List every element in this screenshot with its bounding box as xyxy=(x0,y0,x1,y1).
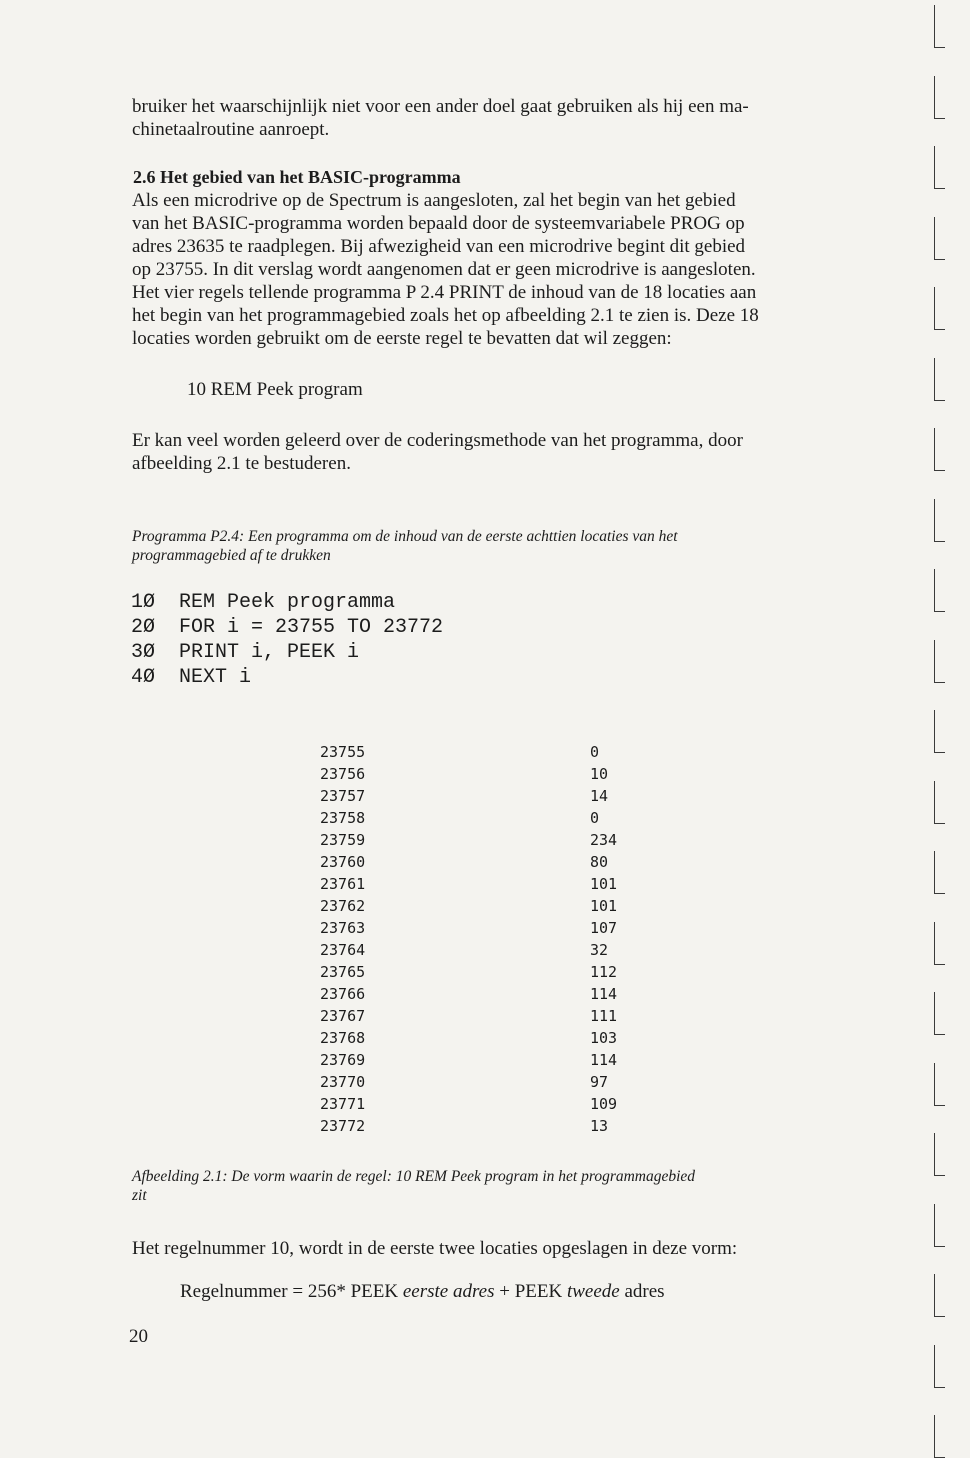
value-cell: 0 xyxy=(590,743,600,761)
text-line: Het regelnummer 10, wordt in de eerste twee locaties opgeslagen in deze vorm: xyxy=(132,1238,738,1259)
value-cell: 112 xyxy=(590,963,618,981)
value-cell: 101 xyxy=(590,875,618,893)
address-cell: 23766 xyxy=(320,985,366,1003)
text-line: Er kan veel worden geleerd over de coderingsmethode van het programma, door xyxy=(132,430,743,451)
program-caption xyxy=(132,527,832,565)
address-cell: 23772 xyxy=(320,1117,366,1135)
edge-mark xyxy=(934,1345,945,1388)
value-cell: 101 xyxy=(590,897,618,915)
text-line: chinetaalroutine aanroept. xyxy=(132,119,330,140)
example-line: 10 REM Peek program xyxy=(187,379,363,400)
edge-mark xyxy=(934,499,945,542)
address-cell: 23756 xyxy=(320,765,366,783)
address-cell: 23759 xyxy=(320,831,366,849)
value-cell: 10 xyxy=(590,765,609,783)
address-cell: 23758 xyxy=(320,809,366,827)
section-heading: 2.6 Het gebied van het BASIC-programma xyxy=(133,167,461,187)
figure-caption xyxy=(132,1167,832,1205)
text-line: Het vier regels tellende programma P 2.4 PRINT de inhoud van de 18 locaties aan xyxy=(132,282,757,303)
value-cell: 114 xyxy=(590,1051,618,1069)
address-cell: 23765 xyxy=(320,963,366,981)
edge-mark xyxy=(934,992,945,1035)
edge-mark xyxy=(934,851,945,894)
study-paragraph xyxy=(132,429,832,475)
edge-mark xyxy=(934,1063,945,1106)
edge-mark xyxy=(934,922,945,965)
edge-mark xyxy=(934,428,945,471)
edge-mark xyxy=(934,640,945,683)
edge-mark xyxy=(934,710,945,753)
section-paragraph xyxy=(132,189,832,350)
value-cell: 109 xyxy=(590,1095,618,1113)
edge-mark xyxy=(934,1415,945,1458)
edge-mark xyxy=(934,1274,945,1317)
edge-mark xyxy=(934,217,945,260)
value-cell: 14 xyxy=(590,787,609,805)
address-cell: 23761 xyxy=(320,875,366,893)
edge-mark xyxy=(934,569,945,612)
edge-mark xyxy=(934,1204,945,1247)
text-line: adres 23635 te raadplegen. Bij afwezigheid van een microdrive begint dit gebied xyxy=(132,236,746,257)
address-cell: 23755 xyxy=(320,743,366,761)
value-cell: 114 xyxy=(590,985,618,1003)
caption-line: Programma P2.4: Een programma om de inhoud van de eerste achttien locaties van het xyxy=(132,528,678,545)
address-cell: 23770 xyxy=(320,1073,366,1091)
address-cell: 23762 xyxy=(320,897,366,915)
text-line: locaties worden gebruikt om de eerste regel te bevatten dat wil zeggen: xyxy=(132,328,672,349)
code-line: 1Ø REM Peek programma xyxy=(131,591,396,614)
intro-paragraph xyxy=(132,95,832,141)
address-cell: 23760 xyxy=(320,853,366,871)
edge-mark xyxy=(934,287,945,330)
value-cell: 103 xyxy=(590,1029,618,1047)
code-line: 4Ø NEXT i xyxy=(131,666,252,689)
edge-mark xyxy=(934,5,945,48)
formula-second: tweede xyxy=(566,1281,620,1302)
value-cell: 80 xyxy=(590,853,609,871)
address-cell: 23764 xyxy=(320,941,366,959)
text-line: op 23755. In dit verslag wordt aangenomen dat er geen microdrive is aangesloten. xyxy=(132,259,756,280)
program-listing xyxy=(131,590,443,690)
caption-line: programmagebied af te drukken xyxy=(132,547,331,564)
text-line: Als een microdrive op de Spectrum is aangesloten, zal het begin van het gebied xyxy=(132,190,736,211)
text-line: het begin van het programmagebied zoals het op afbeelding 2.1 te zien is. Deze 18 xyxy=(132,305,759,326)
edge-mark xyxy=(934,76,945,119)
regel-paragraph xyxy=(132,1237,832,1260)
edge-mark xyxy=(934,358,945,401)
formula-suffix: adres xyxy=(619,1281,665,1302)
formula-prefix: Regelnummer = 256* PEEK xyxy=(180,1281,403,1302)
edge-mark xyxy=(934,781,945,824)
value-cell: 13 xyxy=(590,1117,609,1135)
address-cell: 23757 xyxy=(320,787,366,805)
formula xyxy=(180,1280,665,1303)
value-cell: 107 xyxy=(590,919,618,937)
text-line: bruiker het waarschijnlijk niet voor een ander doel gaat gebruiken als hij een ma- xyxy=(132,96,749,117)
text-line: afbeelding 2.1 te bestuderen. xyxy=(132,453,351,474)
address-cell: 23768 xyxy=(320,1029,366,1047)
address-cell: 23763 xyxy=(320,919,366,937)
value-cell: 111 xyxy=(590,1007,618,1025)
code-line: 2Ø FOR i = 23755 TO 23772 xyxy=(131,616,444,639)
formula-middle: + PEEK xyxy=(494,1281,567,1302)
value-cell: 32 xyxy=(590,941,609,959)
caption-line: zit xyxy=(132,1187,147,1204)
caption-line: Afbeelding 2.1: De vorm waarin de regel: 10 REM Peek program in het programmagebied xyxy=(132,1168,696,1185)
value-cell: 234 xyxy=(590,831,618,849)
edge-mark xyxy=(934,1133,945,1176)
address-cell: 23771 xyxy=(320,1095,366,1113)
edge-mark xyxy=(934,146,945,189)
value-cell: 0 xyxy=(590,809,600,827)
text-line: van het BASIC-programma worden bepaald door de systeemvariabele PROG op xyxy=(132,213,745,234)
address-cell: 23767 xyxy=(320,1007,366,1025)
address-cell: 23769 xyxy=(320,1051,366,1069)
page-number: 20 xyxy=(129,1326,148,1347)
value-cell: 97 xyxy=(590,1073,609,1091)
formula-first: eerste adres xyxy=(402,1281,495,1302)
code-line: 3Ø PRINT i, PEEK i xyxy=(131,641,360,664)
binding-edge xyxy=(930,0,950,1458)
